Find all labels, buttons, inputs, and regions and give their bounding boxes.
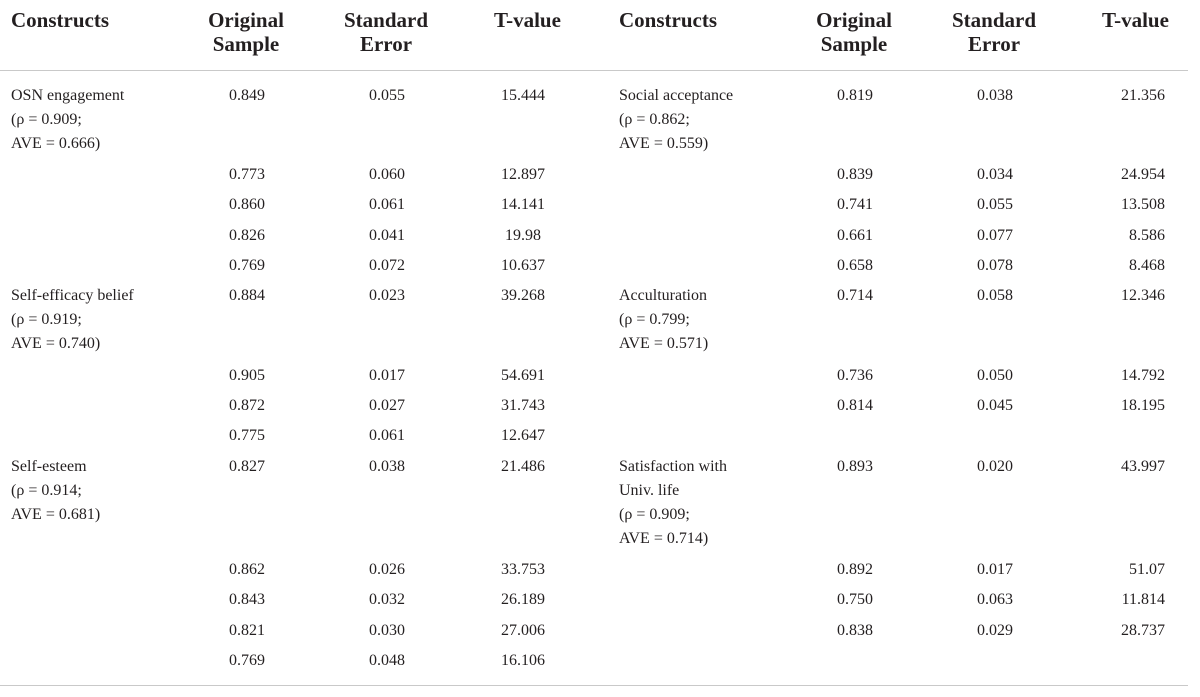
original-sample-value: 0.769: [229, 652, 265, 669]
standard-error-value: 0.030: [369, 622, 405, 639]
original-sample-value: 0.736: [837, 367, 873, 384]
standard-error-value: 0.055: [977, 196, 1013, 213]
header-t-value-left: T-value: [494, 8, 561, 32]
original-sample-value: 0.714: [837, 287, 873, 304]
t-value-value: 31.743: [501, 397, 545, 414]
header-constructs-right: Constructs: [619, 8, 717, 32]
t-value-value: 10.637: [501, 257, 545, 274]
original-sample-value: 0.821: [229, 622, 265, 639]
original-sample-value: 0.884: [229, 287, 265, 304]
original-sample-value: 0.893: [837, 458, 873, 475]
original-sample-value: 0.775: [229, 427, 265, 444]
standard-error-value: 0.017: [977, 561, 1013, 578]
original-sample-value: 0.892: [837, 561, 873, 578]
header-original-sample-right: Original Sample: [816, 8, 892, 56]
original-sample-value: 0.872: [229, 397, 265, 414]
standard-error-value: 0.045: [977, 397, 1013, 414]
standard-error-value: 0.038: [977, 87, 1013, 104]
construct-label: Self-efficacy belief (ρ = 0.919; AVE = 0.740): [11, 287, 134, 352]
original-sample-value: 0.860: [229, 196, 265, 213]
original-sample-value: 0.862: [229, 561, 265, 578]
t-value-value: 14.141: [501, 196, 545, 213]
header-constructs-left: Constructs: [11, 8, 109, 32]
header-standard-error-left: Standard Error: [343, 8, 429, 56]
original-sample-value: 0.814: [837, 397, 873, 414]
original-sample-value: 0.661: [837, 227, 873, 244]
standard-error-value: 0.061: [369, 427, 405, 444]
standard-error-value: 0.023: [369, 287, 405, 304]
t-value-value: 14.792: [1121, 367, 1165, 384]
original-sample-value: 0.658: [837, 257, 873, 274]
standard-error-value: 0.077: [977, 227, 1013, 244]
standard-error-value: 0.029: [977, 622, 1013, 639]
standard-error-value: 0.058: [977, 287, 1013, 304]
t-value-value: 8.586: [1129, 227, 1165, 244]
t-value-value: 18.195: [1121, 397, 1165, 414]
t-value-value: 27.006: [501, 622, 545, 639]
t-value-value: 21.356: [1121, 87, 1165, 104]
t-value-value: 16.106: [501, 652, 545, 669]
standard-error-value: 0.060: [369, 166, 405, 183]
standard-error-value: 0.020: [977, 458, 1013, 475]
t-value-value: 21.486: [501, 458, 545, 475]
standard-error-value: 0.061: [369, 196, 405, 213]
t-value-value: 8.468: [1129, 257, 1165, 274]
t-value-value: 19.98: [505, 227, 541, 244]
t-value-value: 15.444: [501, 87, 545, 104]
t-value-value: 12.897: [501, 166, 545, 183]
original-sample-value: 0.741: [837, 196, 873, 213]
t-value-value: 24.954: [1121, 166, 1165, 183]
t-value-value: 51.07: [1129, 561, 1165, 578]
t-value-value: 39.268: [501, 287, 545, 304]
standard-error-value: 0.032: [369, 591, 405, 608]
standard-error-value: 0.055: [369, 87, 405, 104]
t-value-value: 28.737: [1121, 622, 1165, 639]
t-value-value: 12.346: [1121, 287, 1165, 304]
header-divider: [0, 70, 1188, 71]
original-sample-value: 0.838: [837, 622, 873, 639]
original-sample-value: 0.905: [229, 367, 265, 384]
standard-error-value: 0.048: [369, 652, 405, 669]
original-sample-value: 0.827: [229, 458, 265, 475]
t-value-value: 26.189: [501, 591, 545, 608]
standard-error-value: 0.072: [369, 257, 405, 274]
header-standard-error-right: Standard Error: [951, 8, 1037, 56]
construct-label: Acculturation (ρ = 0.799; AVE = 0.571): [619, 287, 709, 352]
construct-label: Satisfaction with Univ. life (ρ = 0.909; AVE = 0.714): [619, 458, 727, 547]
original-sample-value: 0.826: [229, 227, 265, 244]
original-sample-value: 0.773: [229, 166, 265, 183]
original-sample-value: 0.839: [837, 166, 873, 183]
t-value-value: 54.691: [501, 367, 545, 384]
header-t-value-right: T-value: [1102, 8, 1169, 32]
standard-error-value: 0.026: [369, 561, 405, 578]
standard-error-value: 0.027: [369, 397, 405, 414]
standard-error-value: 0.017: [369, 367, 405, 384]
original-sample-value: 0.750: [837, 591, 873, 608]
original-sample-value: 0.849: [229, 87, 265, 104]
t-value-value: 33.753: [501, 561, 545, 578]
header-original-sample-left: Original Sample: [208, 8, 284, 56]
original-sample-value: 0.769: [229, 257, 265, 274]
construct-label: OSN engagement (ρ = 0.909; AVE = 0.666): [11, 87, 125, 152]
original-sample-value: 0.819: [837, 87, 873, 104]
construct-label: Social acceptance (ρ = 0.862; AVE = 0.559): [619, 87, 734, 152]
standard-error-value: 0.050: [977, 367, 1013, 384]
standard-error-value: 0.038: [369, 458, 405, 475]
table-bottom-rule: [0, 685, 1188, 686]
t-value-value: 13.508: [1121, 196, 1165, 213]
standard-error-value: 0.063: [977, 591, 1013, 608]
t-value-value: 12.647: [501, 427, 545, 444]
t-value-value: 11.814: [1121, 591, 1165, 608]
original-sample-value: 0.843: [229, 591, 265, 608]
t-value-value: 43.997: [1121, 458, 1165, 475]
standard-error-value: 0.034: [977, 166, 1013, 183]
standard-error-value: 0.078: [977, 257, 1013, 274]
construct-label: Self-esteem (ρ = 0.914; AVE = 0.681): [11, 458, 101, 523]
standard-error-value: 0.041: [369, 227, 405, 244]
